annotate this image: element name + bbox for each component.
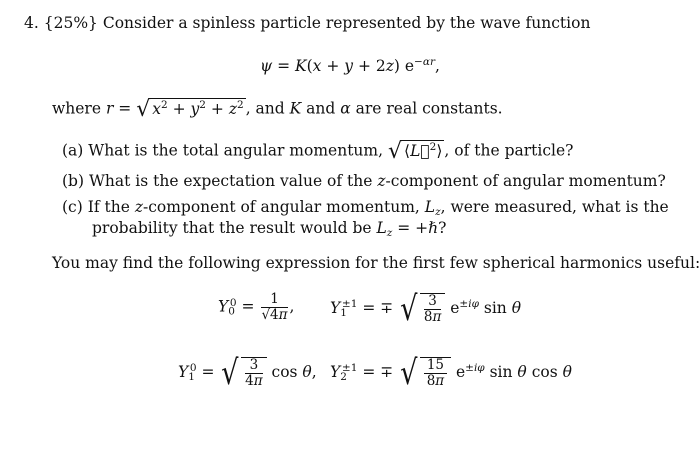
problem-header [24,14,590,32]
harmonic-y10: $Y_1^0$ = √ $\frac{3}{4\pi}$ cos θ, [178,353,317,393]
harmonic-y00: $Y_0^0$ = $\frac{1}{√4\pi}$ , [218,291,295,323]
problem-number: 4. [24,14,39,32]
harmonic-y2pm1: $Y_2^{\pm 1}$ = ∓ √ $\frac{15}{8\pi}$ $e^{\pm i\varphi}$ sin θ cos θ [330,353,572,393]
harmonic-y1pm1: $Y_1^{\pm 1}$ = ∓ √ $\frac{3}{8\pi}$ $e^{\pm i\varphi}$ sin θ [330,289,522,329]
where-line: where r = √ $x^2 + y^2 + z^2$ , and K and α are real constants. [52,97,503,122]
problem-weight: {25%} [43,14,98,32]
part-a: (a) What is the total angular momentum, √ ⟨L⃗$^2$⟩ , of the particle? [62,139,574,164]
part-c-continued: probability that the result would be $L_z$ = +ℏ? [92,219,447,239]
problem-intro: Consider a spinless particle represented by the wave function [102,14,591,32]
part-b: (b) What is the expectation value of the z-component of angular momentum? [62,172,666,190]
hint-text: You may find the following expression for the first few spherical harmonics useful: [52,254,700,272]
wavefunction-equation: ψ = K(x + y + 2z) $e^{-\alpha r}$, [260,56,440,75]
part-c: (c) If the z-component of angular momentum, $L_z$, were measured, what is the [62,198,669,218]
